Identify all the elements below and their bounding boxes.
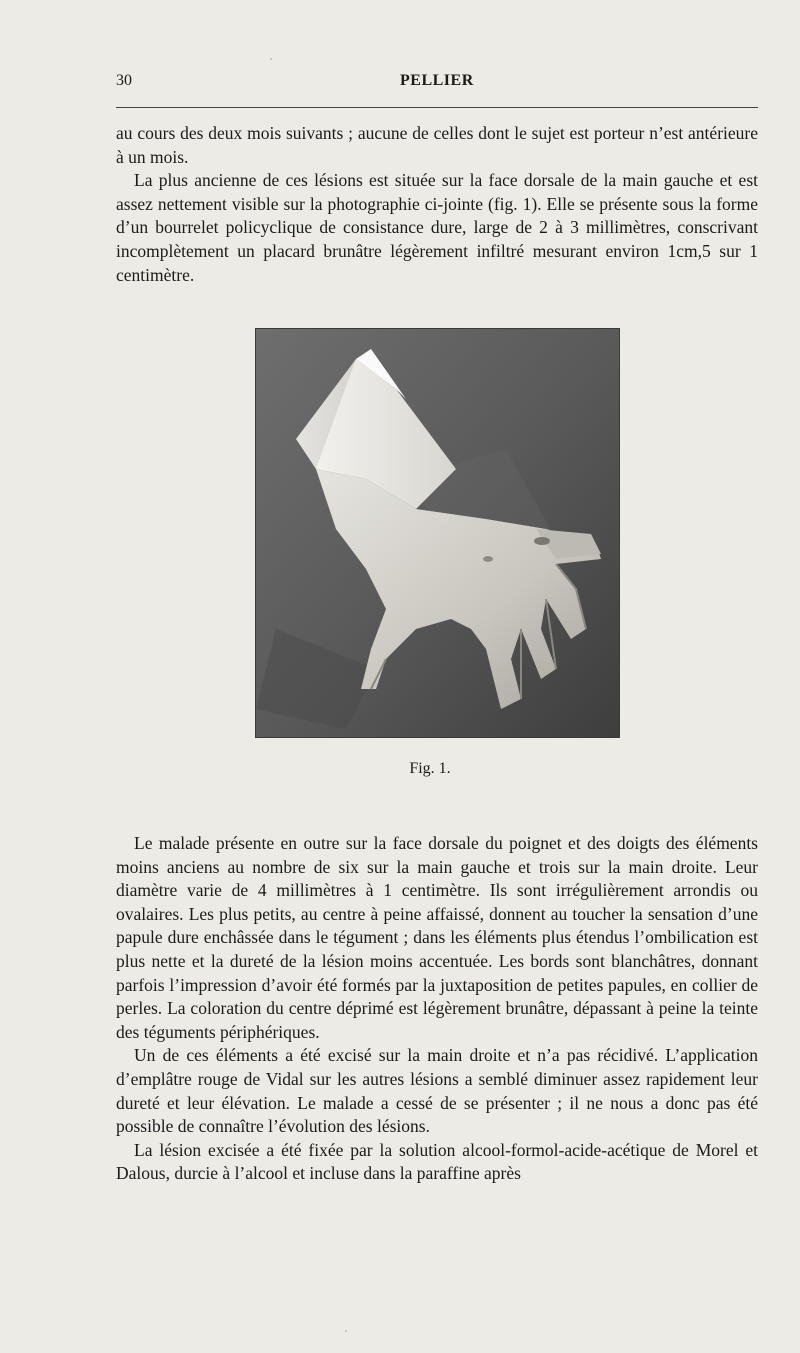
hand-photograph	[255, 328, 620, 738]
header-rule	[116, 107, 758, 108]
paper-speck	[345, 1330, 347, 1332]
running-head	[116, 72, 756, 96]
top-text-block	[116, 122, 758, 287]
running-title: PELLIER	[400, 72, 474, 89]
figure-caption: Fig. 1.	[409, 760, 451, 777]
paper-speck	[270, 58, 272, 60]
paragraph-treatment: Un de ces éléments a été excisé sur la main droite et n’a pas récidivé. L’application d’emplâtre rouge de Vidal sur les autres lésions a semblé diminuer assez rapidement leur dureté et leur élévation. Le malade a cessé de se présenter ; il ne nous a donc pas été possible de connaître l’évolution des lésions.	[116, 1045, 758, 1137]
paragraph-lesion-description: La plus ancienne de ces lésions est située sur la face dorsale de la main gauche et est assez nettement visible sur la photographie ci-jointe (fig. 1). Elle se présente sous la forme d’un bourrelet policyclique de consistance dure, large de 2 à 3 millimètres, conscrivant incomplètement un placard brunâtre légèrement infiltré mesurant environ 1cm,5 sur 1 centimètre.	[116, 170, 758, 285]
paragraph-fixation: La lésion excisée a été fixée par la solution alcool-formol-acide-acétique de Morel et Dalous, durcie à l’alcool et incluse dans la paraffine après	[116, 1139, 758, 1184]
paragraph-continued: au cours des deux mois suivants ; aucune de celles dont le sujet est porteur n’est antérieure à un mois.	[116, 123, 758, 167]
hand-photograph-image	[256, 329, 619, 737]
bottom-text-block	[116, 832, 758, 1186]
page-number: 30	[116, 72, 132, 89]
paragraph-other-elements: Le malade présente en outre sur la face dorsale du poignet et des doigts des éléments moins anciens au nombre de six sur la main gauche et trois sur la main droite. Leur diamètre varie de 4 millimètres à 1 centimètre. Ils sont irrégulièrement arrondis ou ovalaires. Les plus petits, au centre à peine affaissé, donnent au toucher la sensation d’une papule dure enchâssée dans le tégument ; dans les éléments plus étendus l’ombilication est plus nette et la dureté de la lésion moins accentuée. Les bords sont blanchâtres, donnant parfois l’impression d’avoir été formés par la juxtaposition de petites papules, en collier de perles. La coloration du centre déprimé est légèrement brunâtre, dépassant à peine la teinte des téguments périphériques.	[116, 833, 758, 1042]
